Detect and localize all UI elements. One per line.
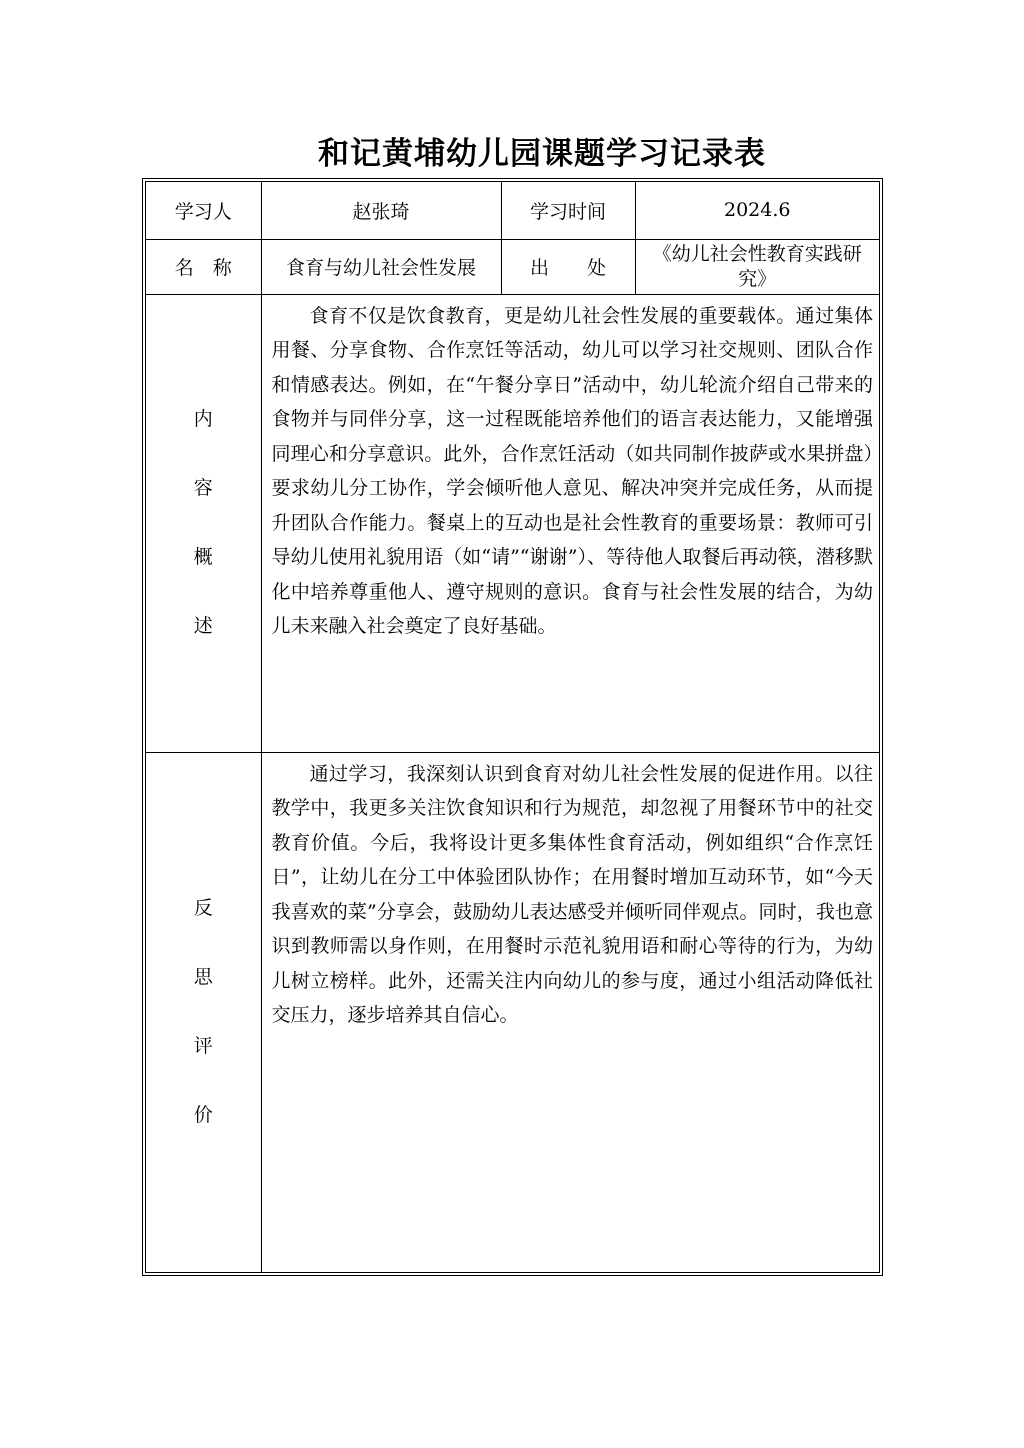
- learner-value: 赵张琦: [261, 182, 501, 239]
- reflection-label-char: 反: [193, 897, 213, 920]
- reflection-label: [146, 752, 261, 1272]
- summary-label-char: 概: [193, 546, 213, 568]
- reflection-text: 通过学习，我深刻认识到食育对幼儿社会性发展的促进作用。以往教学中，我更多关注饮食知识和行为规范，却忽视了用餐环节中的社交教育价值。今后，我将设计更多集体性食育活动，例如组织“合作烹饪日”，让幼儿在分工中体验团队协作；在用餐时增加互动环节，如“今天我喜欢的菜”分享会，鼓励幼儿表达感受并倾听同伴观点。同时，我也意识到教师需以身作则，在用餐时示范礼貌用语和耐心等待的行为，为幼儿树立榜样。此外，还需关注内向幼儿的参与度，通过小组活动降低社交压力，逐步培养其自信心。: [261, 752, 879, 1272]
- summary-label-char: 内: [193, 408, 213, 430]
- summary-text: 食育不仅是饮食教育，更是幼儿社会性发展的重要载体。通过集体用餐、分享食物、合作烹饪等活动，幼儿可以学习社交规则、团队合作和情感表达。例如，在“午餐分享日”活动中，幼儿轮流介绍自己带来的食物并与同伴分享，这一过程既能培养他们的语言表达能力，又能增强同理心和分享意识。此外，合作烹饪活动（如共同制作披萨或水果拼盘）要求幼儿分工协作，学会倾听他人意见、解决冲突并完成任务，从而提升团队合作能力。餐桌上的互动也是社会性教育的重要场景：教师可引导幼儿使用礼貌用语（如“请”“谢谢”）、等待他人取餐后再动筷，潜移默化中培养尊重他人、遵守规则的意识。食育与社会性发展的结合，为幼儿未来融入社会奠定了良好基础。: [261, 294, 879, 752]
- table-row: [146, 294, 879, 752]
- name-label: 名 称: [146, 239, 261, 294]
- time-value: 2024.6: [635, 182, 879, 239]
- name-value: 食育与幼儿社会性发展: [261, 239, 501, 294]
- reflection-label-char: 价: [193, 1104, 213, 1127]
- table-row: [146, 239, 879, 294]
- learner-label: 学习人: [146, 182, 261, 239]
- summary-label-char: 容: [193, 477, 213, 499]
- summary-label-char: 述: [193, 615, 213, 637]
- record-table: [146, 182, 879, 1272]
- page-title: 和记黄埔幼儿园课题学习记录表: [318, 136, 766, 172]
- reflection-label-char: 思: [193, 966, 213, 989]
- table-row: [146, 752, 879, 1272]
- time-label: 学习时间: [501, 182, 635, 239]
- reflection-label-char: 评: [193, 1035, 213, 1058]
- source-value: 《幼儿社会性教育实践研究》: [635, 239, 879, 294]
- summary-label: [146, 294, 261, 752]
- source-label: 出 处: [501, 239, 635, 294]
- record-table-frame: [142, 178, 883, 1276]
- table-row: [146, 182, 879, 239]
